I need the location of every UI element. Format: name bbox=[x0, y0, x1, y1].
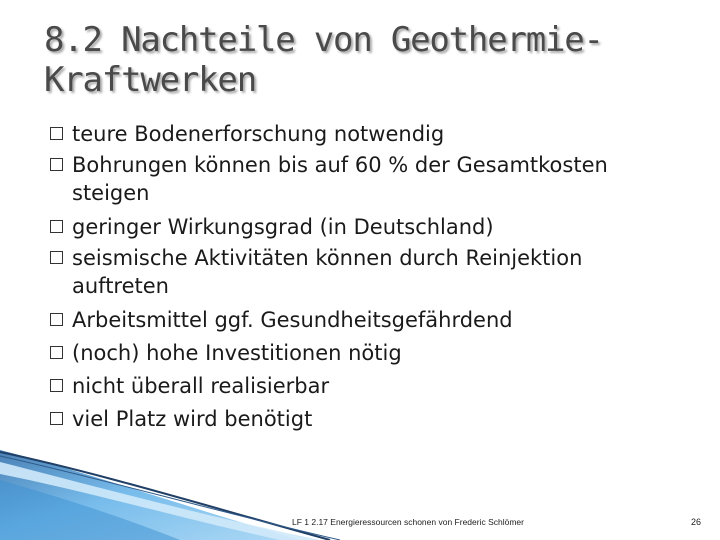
slide-title: 8.2 Nachteile von Geothermie-Kraftwerken bbox=[44, 20, 603, 100]
bullet-text: geringer Wirkungsgrad (in Deutschland) bbox=[72, 215, 494, 239]
bullet-text: seismische Aktivitäten können durch Reinjektion auftreten bbox=[72, 246, 583, 298]
bullet-item bbox=[50, 118, 670, 151]
square-bullet-icon bbox=[50, 251, 63, 264]
bullet-item bbox=[50, 211, 670, 244]
square-bullet-icon bbox=[50, 158, 63, 171]
bullet-text: (noch) hohe Investitionen nötig bbox=[72, 341, 402, 365]
footer-text: LF 1 2.17 Energieressourcen schonen von Frederic Schlömer bbox=[292, 517, 524, 527]
square-bullet-icon bbox=[50, 220, 63, 233]
bullet-item bbox=[50, 337, 670, 370]
square-bullet-icon bbox=[50, 313, 63, 326]
bullet-text: Arbeitsmittel ggf. Gesundheitsgefährdend bbox=[72, 308, 513, 332]
bullet-item bbox=[50, 370, 670, 403]
square-bullet-icon bbox=[50, 127, 63, 140]
page-number: 26 bbox=[691, 517, 702, 527]
bullet-item bbox=[50, 151, 670, 207]
bullet-item bbox=[50, 403, 670, 436]
square-bullet-icon bbox=[50, 379, 63, 392]
bullet-text: Bohrungen können bis auf 60 % der Gesamtkosten steigen bbox=[72, 153, 608, 205]
bullet-list bbox=[50, 118, 670, 436]
square-bullet-icon bbox=[50, 346, 63, 359]
square-bullet-icon bbox=[50, 412, 63, 425]
bullet-text: nicht überall realisierbar bbox=[72, 374, 330, 398]
bullet-text: teure Bodenerforschung notwendig bbox=[72, 122, 445, 146]
bullet-text: viel Platz wird benötigt bbox=[72, 407, 313, 431]
bullet-item bbox=[50, 304, 670, 337]
bullet-item bbox=[50, 244, 670, 300]
